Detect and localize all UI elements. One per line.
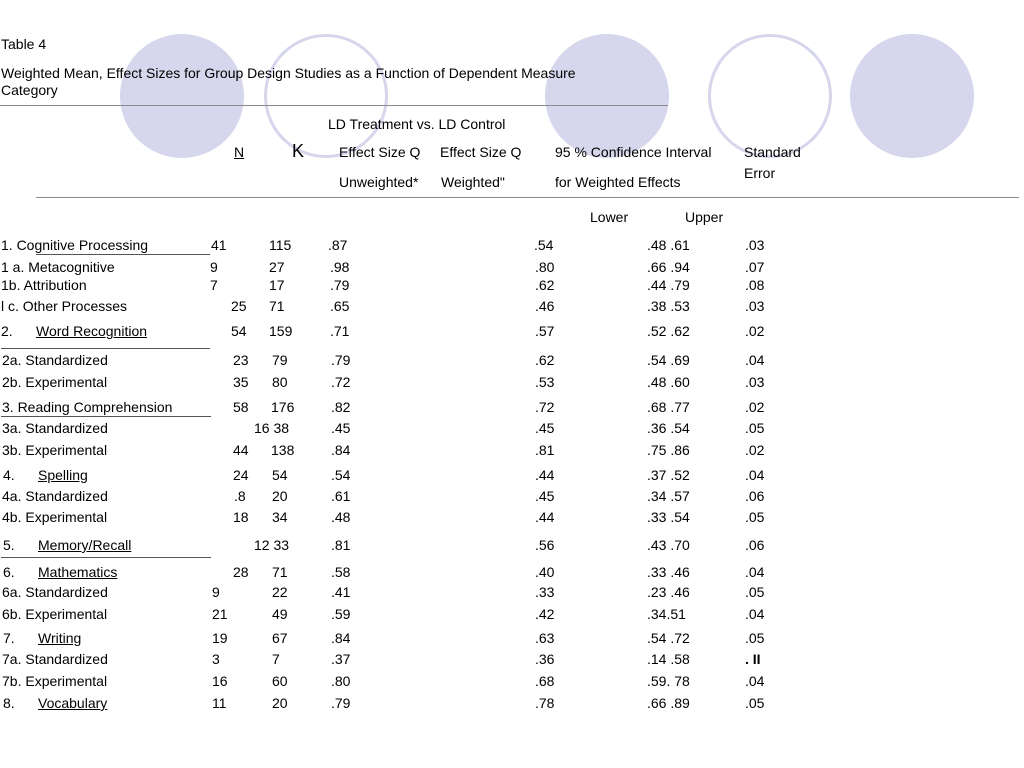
row-n: 9 [210,259,218,275]
row-se: .06 [745,537,765,553]
row-weighted: .45 [535,420,555,436]
row-se: .05 [745,420,765,436]
row-number: 7. [3,630,15,646]
header-n: N [234,144,245,160]
row-unweighted: .58 [331,564,351,580]
row-k: 20 [272,695,288,711]
row-k: 79 [272,352,288,368]
row-unweighted: .54 [331,467,351,483]
row-label: 6b. Experimental [2,606,108,622]
row-se: .04 [745,673,765,689]
row-n: 25 [231,298,247,314]
row-se: .05 [745,695,765,711]
row-label: 1. Cognitive Processing [1,237,149,253]
row-k: 176 [271,399,295,415]
row-label: 2a. Standardized [2,352,108,368]
row-unweighted: .98 [330,259,350,275]
header-unweighted: Unweighted* [339,174,419,190]
row-unweighted: .87 [328,237,348,253]
row-weighted: .36 [535,651,555,667]
row-n: 35 [233,374,249,390]
row-n: 11 [212,695,227,711]
row-unweighted: .79 [331,352,351,368]
row-ci: .54 .69 [647,352,690,368]
row-unweighted: .82 [331,399,351,415]
row-weighted: .72 [535,399,555,415]
row-k: 80 [272,374,288,390]
title-rule [0,105,668,106]
row-unweighted: .45 [331,420,351,436]
header-upper: Upper [685,209,724,225]
row-k: 7 [272,651,280,667]
row-unweighted: .84 [331,630,351,646]
row-k: 27 [269,259,285,275]
row-label: 7b. Experimental [2,673,108,689]
row-se: .02 [745,399,765,415]
row-n: 44 [233,442,249,458]
row-unweighted: .72 [331,374,351,390]
row-k: 49 [272,606,288,622]
row-n-k: 16 38 [254,420,290,436]
decorative-circle-5 [850,34,974,158]
row-se: .03 [745,298,765,314]
row-ci: .66 .89 [647,695,690,711]
row-weighted: .40 [535,564,555,580]
row-ci: .48 .60 [647,374,690,390]
row-se: .02 [745,442,765,458]
row-se: .06 [745,488,765,504]
row-se: .08 [745,277,765,293]
row-k: 115 [269,237,292,253]
row-k: 159 [269,323,293,339]
row-ci: .14 .58 [647,651,690,667]
row-weighted: .80 [535,259,555,275]
row-category-name: Vocabulary [38,695,108,711]
row-number: 6. [3,564,15,580]
row-underline [1,348,210,349]
table-title-line1: Weighted Mean, Effect Sizes for Group Design Studies as a Function of Dependent Measure [1,65,576,81]
row-unweighted: .79 [330,277,350,293]
row-ci: .54 .72 [647,630,690,646]
row-label: l c. Other Processes [1,298,128,314]
row-weighted: .54 [534,237,554,253]
row-ci: .48 .61 [647,237,690,253]
row-weighted: .78 [535,695,555,711]
row-ci: .33 .54 [647,509,690,525]
row-n: 9 [212,584,220,600]
row-n: 28 [233,564,249,580]
row-weighted: .62 [535,277,555,293]
header-ci-line2: for Weighted Effects [555,174,681,190]
row-k: 20 [272,488,288,504]
row-unweighted: .48 [331,509,351,525]
decorative-circle-4 [708,34,832,158]
row-unweighted: .37 [331,651,351,667]
row-underline [36,254,210,255]
header-es-q1: Effect Size Q [339,144,421,160]
row-label: 4a. Standardized [2,488,108,504]
row-se: .03 [745,374,765,390]
row-se: .03 [745,237,765,253]
row-label: 3b. Experimental [2,442,108,458]
row-unweighted: .59 [331,606,351,622]
row-n: 3 [212,651,220,667]
row-se: .07 [745,259,765,275]
row-category-name: Mathematics [38,564,118,580]
row-k: 17 [269,277,285,293]
row-se: .04 [745,467,765,483]
header-k: K [292,141,305,161]
row-ci: .75 .86 [647,442,690,458]
row-k: 54 [272,467,288,483]
table-title-line2: Category [1,82,58,98]
row-underline [1,416,211,417]
row-k: 138 [271,442,295,458]
row-ci: .33 .46 [647,564,690,580]
row-n: 58 [233,399,249,415]
row-category-name: Writing [38,630,82,646]
row-se: .05 [745,509,765,525]
row-k: 60 [272,673,288,689]
row-label: 7a. Standardized [2,651,108,667]
row-label: 4b. Experimental [2,509,108,525]
row-unweighted: .79 [331,695,351,711]
row-k: 71 [272,564,288,580]
row-category-name: Memory/Recall [38,537,132,553]
row-n: 7 [210,277,218,293]
row-weighted: .81 [535,442,555,458]
row-ci: .59. 78 [647,673,690,689]
row-label: 2b. Experimental [2,374,108,390]
row-category-name: Spelling [38,467,88,483]
row-se: . II [745,651,761,667]
row-k: 34 [272,509,288,525]
row-unweighted: .65 [330,298,350,314]
decorative-circle-2 [264,34,388,161]
row-weighted: .63 [535,630,555,646]
row-weighted: .44 [535,467,555,483]
header-group: LD Treatment vs. LD Control [328,116,506,132]
row-ci: .37 .52 [647,467,690,483]
header-es-q2: Effect Size Q [440,144,522,160]
row-se: .05 [745,630,765,646]
row-se: .04 [745,564,765,580]
row-n: 16 [212,673,228,689]
row-unweighted: .84 [331,442,351,458]
row-weighted: .45 [535,488,555,504]
header-ci-line1: 95 % Confidence Interval [555,144,712,160]
row-unweighted: .81 [331,537,351,553]
row-number: 4. [3,467,15,483]
header-se-line2: Error [744,165,776,181]
row-unweighted: .80 [331,673,351,689]
row-ci: .34.51 [647,606,686,622]
row-label: 3. Reading Comprehension [2,399,173,415]
row-ci: .38 .53 [647,298,690,314]
row-category-name: Word Recognition [36,323,148,339]
decorative-circle-3 [545,34,669,158]
row-weighted: .44 [535,509,555,525]
row-se: .04 [745,606,765,622]
row-label: 1b. Attribution [1,277,87,293]
row-ci: .52 .62 [647,323,690,339]
row-ci: .44 .79 [647,277,690,293]
row-label: 1 a. Metacognitive [1,259,115,275]
row-number: 5. [3,537,15,553]
row-k: 71 [269,298,285,314]
row-n: 41 [211,237,227,253]
row-se: .02 [745,323,765,339]
row-n: 18 [233,509,249,525]
row-weighted: .46 [535,298,555,314]
row-n-k: 12 33 [254,537,290,553]
row-n: 19 [212,630,228,646]
row-label: 6a. Standardized [2,584,108,600]
row-ci: .34 .57 [647,488,690,504]
row-k: 22 [272,584,288,600]
decorative-circle-1 [120,34,244,158]
row-ci: .68 .77 [647,399,690,415]
header-lower: Lower [590,209,629,225]
row-unweighted: .41 [331,584,351,600]
row-se: .04 [745,352,765,368]
row-unweighted: .61 [331,488,351,504]
table-label: Table 4 [1,36,47,52]
row-weighted: .42 [535,606,555,622]
row-weighted: .33 [535,584,555,600]
header-rule [36,197,1019,198]
row-se: .05 [745,584,765,600]
row-label: 3a. Standardized [2,420,108,436]
row-weighted: .57 [535,323,555,339]
row-ci: .23 .46 [647,584,690,600]
row-weighted: .62 [535,352,555,368]
row-underline [1,557,211,558]
row-ci: .66 .94 [647,259,690,275]
row-weighted: .53 [535,374,555,390]
header-weighted: Weighted" [441,174,505,190]
row-weighted: .68 [535,673,555,689]
row-ci: .36 .54 [647,420,690,436]
row-number: 8. [3,695,15,711]
row-n: 54 [231,323,247,339]
row-n: .8 [234,488,246,504]
row-k: 67 [272,630,288,646]
row-n: 24 [233,467,249,483]
row-ci: .43 .70 [647,537,690,553]
row-n: 23 [233,352,249,368]
row-unweighted: .71 [330,323,350,339]
row-n: 21 [212,606,228,622]
row-weighted: .56 [535,537,555,553]
header-se-line1: Standard [744,144,801,160]
row-number: 2. [1,323,13,339]
